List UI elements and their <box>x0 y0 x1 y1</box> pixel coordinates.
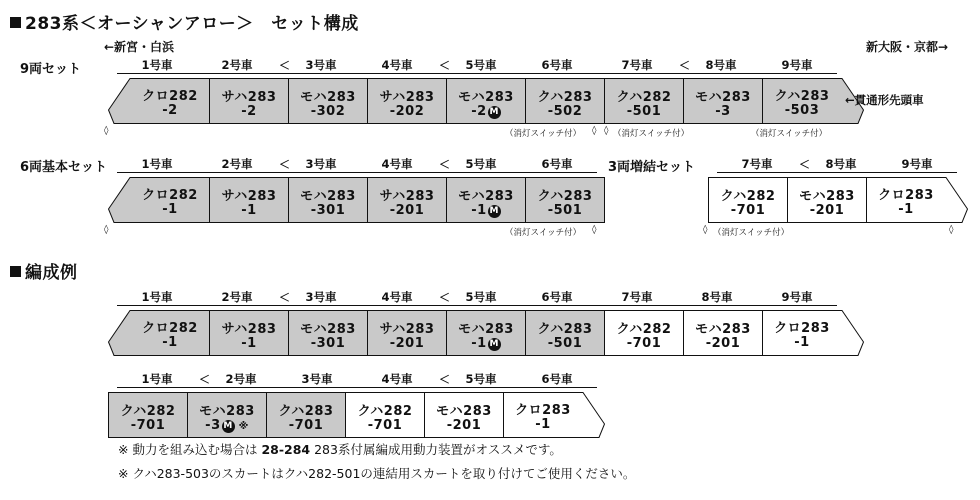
car-type-label: サハ283 <box>379 322 435 337</box>
carno2-rule-8 <box>797 172 877 173</box>
car-type-label: サハ283 <box>221 322 277 337</box>
car-number-label: -301 <box>310 336 346 351</box>
lamp-switch-note-1: （消灯スイッチ付） <box>505 129 582 139</box>
carno4-rule-1 <box>117 387 197 388</box>
carno-2: 2号車 <box>221 58 253 72</box>
carno2-rule-3 <box>277 172 357 173</box>
carno3-rule-4 <box>357 305 437 306</box>
carno4-4: 4号車 <box>381 372 413 386</box>
train-car <box>288 78 368 124</box>
carno-rule-3 <box>277 73 357 74</box>
carno2-8: 8号車 <box>825 157 857 171</box>
motor-car-icon: M <box>489 339 499 349</box>
car-type-label: クハ283 <box>537 322 593 337</box>
train-car <box>525 177 605 223</box>
carno-rule-8 <box>677 73 757 74</box>
motor-car-icon: M <box>489 206 499 216</box>
train-car <box>345 392 425 438</box>
car-type-label: クハ282 <box>720 189 776 204</box>
carno-3: 3号車 <box>305 58 337 72</box>
carno-rule-1 <box>117 73 197 74</box>
train-car <box>209 177 289 223</box>
train-car <box>525 310 605 356</box>
chevron-left-icon4-5: ＜ <box>439 373 450 386</box>
car-number-label: -1 <box>162 335 178 350</box>
example-title: 編成例 <box>10 258 78 283</box>
carno3-rule-5 <box>437 305 517 306</box>
car-number-label: -301 <box>310 203 346 218</box>
carno2-2: 2号車 <box>221 157 253 171</box>
direction-label-right: 新大阪・京都→ <box>866 40 949 54</box>
coupler-mark-2: ◊ <box>592 126 597 136</box>
car-number-label: -1 M <box>471 203 499 218</box>
train-car <box>266 392 346 438</box>
car-number-label: -302 <box>310 104 346 119</box>
carno2-1: 1号車 <box>141 157 173 171</box>
car-type-label: サハ283 <box>379 90 435 105</box>
note-product-code: 28-284 <box>261 442 311 457</box>
car-number-label: -2 <box>241 104 257 119</box>
car-number-label: -201 <box>809 203 845 218</box>
car-number-label: -202 <box>389 104 425 119</box>
carno-5: 5号車 <box>465 58 497 72</box>
direction-label-left: ←新宮・白浜 <box>104 40 175 54</box>
coupler-mark-5: ◊ <box>592 225 597 235</box>
carno2-rule-9 <box>877 172 957 173</box>
coupler-mark-4: ◊ <box>104 225 109 235</box>
carno-4: 4号車 <box>381 58 413 72</box>
carno3-9: 9号車 <box>781 290 813 304</box>
train-car <box>108 78 210 124</box>
car-number-label: -502 <box>547 104 583 119</box>
set-label-three-add: 3両増結セット <box>608 160 696 175</box>
carno2-rule-4 <box>357 172 437 173</box>
car-number-label: -201 <box>705 336 741 351</box>
carno2-5: 5号車 <box>465 157 497 171</box>
carno3-rule-7 <box>597 305 677 306</box>
chevron-left-icon3-3: ＜ <box>279 291 290 304</box>
carno2-rule-5 <box>437 172 517 173</box>
chevron-left-icon2-3: ＜ <box>279 158 290 171</box>
car-number-label: -701 <box>288 418 324 433</box>
chevron-left-icon3-5: ＜ <box>439 291 450 304</box>
coupler-mark-7: ◊ <box>949 225 954 235</box>
square-bullet-icon <box>10 17 21 28</box>
carno2-rule-7 <box>717 172 797 173</box>
train-car <box>209 78 289 124</box>
carno4-5: 5号車 <box>465 372 497 386</box>
chevron-left-icon2-5: ＜ <box>439 158 450 171</box>
carno2-4: 4号車 <box>381 157 413 171</box>
train-car <box>604 310 684 356</box>
carno-6: 6号車 <box>541 58 573 72</box>
car-type-label: クロ283 <box>774 321 830 336</box>
set-label-six-basic: 6両基本セット <box>20 160 108 175</box>
carno3-7: 7号車 <box>621 290 653 304</box>
coupler-mark-6: ◊ <box>703 225 708 235</box>
coupler-mark-3: ◊ <box>604 126 609 136</box>
train-car <box>683 78 763 124</box>
carno2-rule-2 <box>197 172 277 173</box>
lamp-switch-note-4: （消灯スイッチ付） <box>505 228 582 238</box>
train-car <box>787 177 867 223</box>
car-number-label: -701 <box>730 203 766 218</box>
car-type-label: クハ283 <box>278 404 334 419</box>
train-car <box>367 310 447 356</box>
car-type-label: クロ282 <box>142 188 198 203</box>
car-type-label: クハ282 <box>616 322 672 337</box>
lamp-switch-note-5: （消灯スイッチ付） <box>713 228 790 238</box>
car-number-label: -201 <box>446 418 482 433</box>
carno2-6: 6号車 <box>541 157 573 171</box>
carno-1: 1号車 <box>141 58 173 72</box>
car-number-label: -1 <box>794 335 810 350</box>
carno-rule-6 <box>517 73 597 74</box>
carno3-rule-2 <box>197 305 277 306</box>
carno4-rule-2 <box>197 387 277 388</box>
car-number-label: -3 <box>715 104 731 119</box>
car-type-label: クハ283 <box>774 89 830 104</box>
carno4-3: 3号車 <box>301 372 333 386</box>
carno3-rule-1 <box>117 305 197 306</box>
carno3-3: 3号車 <box>305 290 337 304</box>
carno3-rule-6 <box>517 305 597 306</box>
car-type-label: サハ283 <box>221 90 277 105</box>
car-type-label: クハ282 <box>616 90 672 105</box>
carno4-1: 1号車 <box>141 372 173 386</box>
car-type-label: クハ282 <box>120 404 176 419</box>
carno2-9: 9号車 <box>901 157 933 171</box>
lamp-switch-note-2: （消灯スイッチ付） <box>613 129 690 139</box>
car-type-label: モハ283 <box>695 90 751 105</box>
train-car <box>866 177 968 223</box>
car-number-label: -201 <box>389 203 425 218</box>
train-car <box>446 78 526 124</box>
train-car <box>209 310 289 356</box>
carno-9: 9号車 <box>781 58 813 72</box>
car-type-label: サハ283 <box>379 189 435 204</box>
car-number-label: -701 <box>626 336 662 351</box>
chevron-left-icon-3: ＜ <box>279 59 290 72</box>
carno3-5: 5号車 <box>465 290 497 304</box>
car-number-label: -201 <box>389 336 425 351</box>
carno3-rule-9 <box>757 305 837 306</box>
car-type-label: モハ283 <box>458 189 514 204</box>
car-type-label: クロ282 <box>142 321 198 336</box>
car-type-label: モハ283 <box>300 189 356 204</box>
train-car <box>604 78 684 124</box>
motor-car-icon: M <box>489 107 499 117</box>
train-car <box>288 310 368 356</box>
footnote-star: ※ <box>234 421 249 432</box>
carno4-6: 6号車 <box>541 372 573 386</box>
motor-car-icon: M <box>223 421 233 431</box>
car-type-label: クロ282 <box>142 89 198 104</box>
train-car <box>288 177 368 223</box>
carno3-rule-8 <box>677 305 757 306</box>
car-number-label: -1 <box>535 417 551 432</box>
car-type-label: クロ283 <box>515 403 571 418</box>
car-number-label: -503 <box>784 103 820 118</box>
train-car <box>683 310 763 356</box>
car-number-label: -1 <box>241 336 257 351</box>
train-car <box>446 177 526 223</box>
set-label-nine: 9両セット <box>20 62 82 77</box>
carno2-rule-6 <box>517 172 597 173</box>
carno4-2: 2号車 <box>225 372 257 386</box>
car-type-label: クハ283 <box>537 90 593 105</box>
train-car <box>446 310 526 356</box>
car-type-label: モハ283 <box>300 90 356 105</box>
train-car <box>187 392 267 438</box>
carno3-1: 1号車 <box>141 290 173 304</box>
carno-rule-7 <box>597 73 677 74</box>
carno-rule-4 <box>357 73 437 74</box>
chevron-left-icon-8: ＜ <box>679 59 690 72</box>
train-car <box>108 392 188 438</box>
page-title: 283系＜オーシャンアロー＞ セット構成 <box>10 9 359 34</box>
carno-rule-9 <box>757 73 837 74</box>
carno-rule-2 <box>197 73 277 74</box>
train-car <box>367 78 447 124</box>
carno4-rule-5 <box>437 387 517 388</box>
car-type-label: モハ283 <box>695 322 751 337</box>
through-cab-note: ←貫通形先頭車 <box>845 93 924 107</box>
chevron-left-icon4-2: ＜ <box>199 373 210 386</box>
car-type-label: クハ283 <box>537 189 593 204</box>
car-number-label: -501 <box>626 104 662 119</box>
car-type-label: モハ283 <box>199 404 255 419</box>
car-number-label: -701 <box>130 418 166 433</box>
train-car <box>367 177 447 223</box>
car-type-label: サハ283 <box>221 189 277 204</box>
train-car <box>762 310 864 356</box>
carno4-rule-3 <box>277 387 357 388</box>
lamp-switch-note-3: （消灯スイッチ付） <box>751 129 828 139</box>
car-number-label: -501 <box>547 336 583 351</box>
carno-7: 7号車 <box>621 58 653 72</box>
footer-note-2: ※ クハ283-503のスカートはクハ282-501の連結用スカートを取り付けてご使用ください。 <box>118 466 636 481</box>
train-car <box>503 392 605 438</box>
train-car <box>424 392 504 438</box>
chevron-left-icon-5: ＜ <box>439 59 450 72</box>
carno3-rule-3 <box>277 305 357 306</box>
car-type-label: クハ282 <box>357 404 413 419</box>
carno2-3: 3号車 <box>305 157 337 171</box>
carno3-8: 8号車 <box>701 290 733 304</box>
car-number-label: -701 <box>367 418 403 433</box>
carno3-2: 2号車 <box>221 290 253 304</box>
carno-rule-5 <box>437 73 517 74</box>
carno-8: 8号車 <box>705 58 737 72</box>
chevron-left-icon2-8: ＜ <box>799 158 810 171</box>
car-number-label: -3 M ※ <box>205 418 249 433</box>
car-number-label: -2 <box>162 103 178 118</box>
train-car <box>108 177 210 223</box>
car-number-label: -1 <box>898 202 914 217</box>
carno4-rule-6 <box>517 387 597 388</box>
train-car <box>525 78 605 124</box>
coupler-mark-1: ◊ <box>104 126 109 136</box>
car-type-label: モハ283 <box>436 404 492 419</box>
carno4-rule-4 <box>357 387 437 388</box>
car-number-label: -2 M <box>471 104 499 119</box>
car-type-label: モハ283 <box>458 322 514 337</box>
train-car <box>708 177 788 223</box>
car-type-label: モハ283 <box>799 189 855 204</box>
car-type-label: クロ283 <box>878 188 934 203</box>
car-type-label: モハ283 <box>458 90 514 105</box>
footer-note-1: ※ 動力を組み込む場合は 28-284 283系付属編成用動力装置がオススメです。 <box>118 442 562 457</box>
car-number-label: -1 <box>162 202 178 217</box>
carno3-6: 6号車 <box>541 290 573 304</box>
train-car <box>108 310 210 356</box>
car-number-label: -501 <box>547 203 583 218</box>
carno3-4: 4号車 <box>381 290 413 304</box>
carno2-rule-1 <box>117 172 197 173</box>
carno2-7: 7号車 <box>741 157 773 171</box>
car-type-label: モハ283 <box>300 322 356 337</box>
square-bullet-icon-2 <box>10 266 21 277</box>
car-number-label: -1 <box>241 203 257 218</box>
car-number-label: -1 M <box>471 336 499 351</box>
